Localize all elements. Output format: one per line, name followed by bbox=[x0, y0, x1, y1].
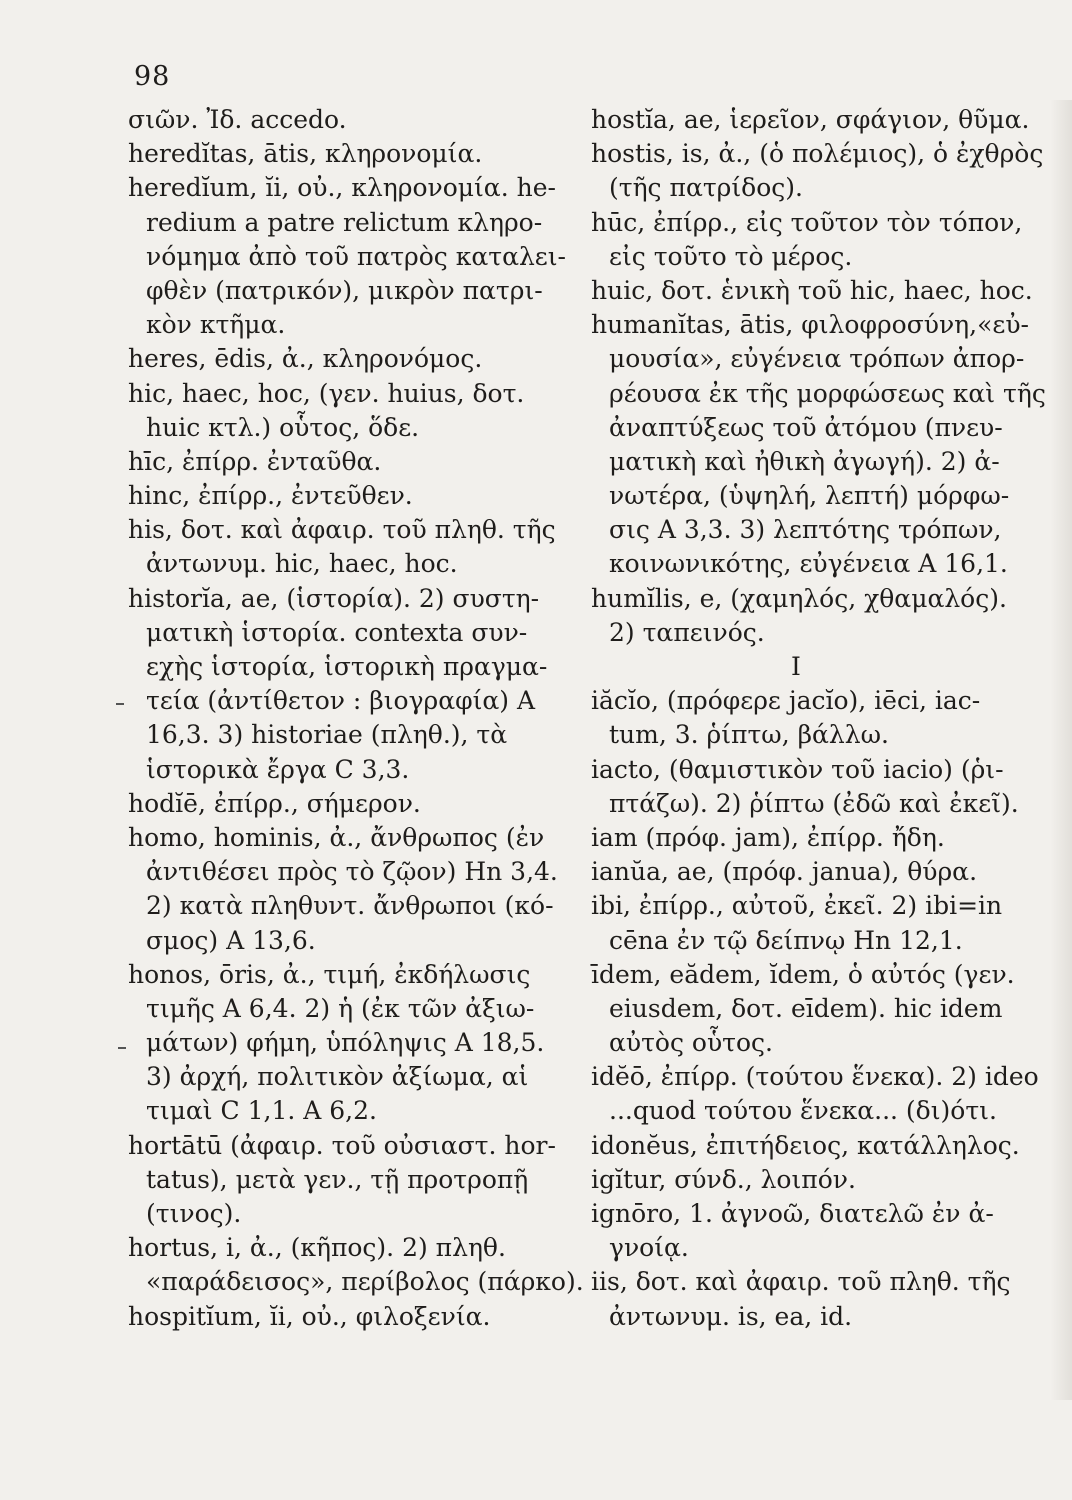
entry-line: μουσία», εὐγένεια τρόπων ἀπορ- bbox=[609, 344, 1025, 374]
entry-line: honos, ōris, ἀ., τιμή, ἐκδήλωσις bbox=[128, 959, 531, 989]
entry-line: ignōro, 1. ἀγνοῶ, διατελῶ ἐν ἀ- bbox=[591, 1199, 994, 1228]
entry-line: huic, δοτ. ἑνικὴ τοῦ hic, haec, hoc. bbox=[591, 275, 1033, 305]
entry-line: (τῆς πατρίδος). bbox=[609, 173, 803, 203]
entry-line: iăcĭo, (πρόφερε jacĭo), iēci, iac- bbox=[591, 686, 981, 716]
entry-line: hortātū (ἀφαιρ. τοῦ οὐσιαστ. hor- bbox=[128, 1130, 556, 1160]
entry-line: his, δοτ. καὶ ἀφαιρ. τοῦ πληθ. τῆς bbox=[128, 515, 556, 545]
entry-line: idĕō, ἐπίρρ. (τούτου ἕνεκα). 2) ideo bbox=[591, 1062, 1039, 1092]
entry-line: ἀναπτύξεως τοῦ ἀτόμου (πνευ- bbox=[609, 412, 1003, 442]
entry-line: ρέουσα ἐκ τῆς μορφώσεως καὶ τῆς bbox=[609, 378, 1046, 408]
entry-line: historĭa, ae, (ἱστορία). 2) συστη- bbox=[128, 583, 540, 613]
entry-line: ματικὴ καὶ ἠθικὴ ἀγωγή). 2) ἀ- bbox=[609, 446, 1000, 476]
entry-line: tum, 3. ῥίπτω, βάλλω. bbox=[609, 720, 889, 750]
entry-line: heres, ēdis, ἀ., κληρονόμος. bbox=[128, 344, 483, 374]
entry-line: idonĕus, ἐπιτήδειος, κατάλληλος. bbox=[591, 1130, 1020, 1160]
entry-line: ἀντωνυμ. is, ea, id. bbox=[609, 1301, 853, 1331]
entry-line: τεία (ἀντίθετον : βιογραφία) A bbox=[146, 686, 536, 716]
entry-line: σιῶν. Ἰδ. accedo. bbox=[128, 105, 347, 134]
entry-line: huic κτλ.) οὗτος, ὅδε. bbox=[146, 412, 420, 442]
entry-line: σμος) A 13,6. bbox=[146, 925, 316, 955]
entry-line: γνοίᾳ. bbox=[609, 1233, 689, 1263]
entry-line: τιμαὶ C 1,1. A 6,2. bbox=[146, 1096, 377, 1126]
entry-line: ibi, ἐπίρρ., αὐτοῦ, ἐκεῖ. 2) ibi=in bbox=[591, 891, 1003, 921]
entry-line: σις A 3,3. 3) λεπτότης τρόπων, bbox=[609, 515, 1002, 545]
entry-line: μάτων) φήμη, ὑπόληψις A 18,5. bbox=[146, 1028, 545, 1058]
margin-mark bbox=[118, 1047, 126, 1049]
entry-line: eiusdem, δοτ. eīdem). hic idem bbox=[609, 993, 1003, 1023]
entry-line: ἱστορικὰ ἔργα C 3,3. bbox=[146, 754, 410, 784]
entry-line: iam (πρόφ. jam), ἐπίρρ. ἤδη. bbox=[591, 822, 945, 852]
entry-line: humĭlis, e, (χαμηλός, χθαμαλός). bbox=[591, 583, 1007, 613]
entry-line: εἰς τοῦτο τὸ μέρος. bbox=[609, 241, 853, 271]
entry-line: «παράδεισος», περίβολος (πάρκο). bbox=[146, 1267, 584, 1297]
entry-line: νόμημα ἀπὸ τοῦ πατρὸς καταλει- bbox=[146, 241, 566, 271]
page-edge-shadow bbox=[1050, 100, 1072, 1400]
entry-line: πτάζω). 2) ῥίπτω (ἐδῶ καὶ ἐκεῖ). bbox=[609, 788, 1019, 818]
entry-line: 16,3. 3) historiae (πληθ.), τὰ bbox=[146, 720, 508, 750]
entry-line: hortus, i, ἀ., (κῆπος). 2) πληθ. bbox=[128, 1233, 506, 1263]
entry-line: hostis, is, ἀ., (ὁ πολέμιος), ὁ ἐχθρὸς bbox=[591, 139, 1044, 169]
entry-line: homo, hominis, ἀ., ἄνθρωπος (ἐν bbox=[128, 822, 545, 852]
section-letter: I bbox=[791, 652, 801, 681]
entry-line: κὸν κτῆμα. bbox=[146, 310, 286, 340]
entry-line: hinc, ἐπίρρ., ἐντεῦθεν. bbox=[128, 481, 413, 511]
entry-line: heredĭtas, ātis, κληρονομία. bbox=[128, 139, 483, 169]
entry-line: igĭtur, σύνδ., λοιπόν. bbox=[591, 1164, 856, 1194]
entry-line: īdem, eădem, ĭdem, ὁ αὐτός (γεν. bbox=[591, 959, 1015, 989]
entry-line: τιμῆς A 6,4. 2) ἡ (ἐκ τῶν ἀξιω- bbox=[146, 993, 535, 1023]
entry-line: hic, haec, hoc, (γεν. huius, δοτ. bbox=[128, 378, 525, 408]
entry-line: ματικὴ ἱστορία. contexta συν- bbox=[146, 617, 528, 647]
entry-line: hodĭē, ἐπίρρ., σήμερον. bbox=[128, 788, 421, 818]
entry-line: ...quod τούτου ἕνεκα... (δι)ότι. bbox=[609, 1096, 997, 1126]
right-column bbox=[591, 103, 1046, 1334]
entry-line: humanĭtas, ātis, φιλοφροσύνη,«εὐ- bbox=[591, 310, 1029, 340]
entry-line: φθὲν (πατρικόν), μικρὸν πατρι- bbox=[146, 275, 543, 305]
entry-line: hostĭa, ae, ἱερεῖον, σφάγιον, θῦμα. bbox=[591, 105, 1030, 134]
entry-line: hūc, ἐπίρρ., εἰς τοῦτον τὸν τόπον, bbox=[591, 207, 1023, 237]
entry-line: redium a patre relictum κληρο- bbox=[146, 207, 543, 237]
entry-line: iacto, (θαμιστικὸν τοῦ iacio) (ῥι- bbox=[591, 754, 1004, 784]
page-number: 98 bbox=[134, 61, 171, 92]
entry-line: iis, δοτ. καὶ ἀφαιρ. τοῦ πληθ. τῆς bbox=[591, 1267, 1011, 1297]
entry-line: heredĭum, ĭi, οὐ., κληρονομία. he- bbox=[128, 173, 556, 203]
entry-line: ἀντωνυμ. hic, haec, hoc. bbox=[146, 549, 458, 579]
left-column bbox=[128, 103, 584, 1334]
entry-line: hospitĭum, ĭi, οὐ., φιλοξενία. bbox=[128, 1301, 491, 1331]
entry-line: αὐτὸς οὗτος. bbox=[609, 1028, 773, 1058]
entry-line: (τινος). bbox=[146, 1199, 242, 1228]
entry-line: ianŭa, ae, (πρόφ. janua), θύρα. bbox=[591, 857, 978, 887]
entry-line: cēna ἐν τῷ δείπνῳ Hn 12,1. bbox=[609, 925, 963, 955]
entry-line: νωτέρα, (ὑψηλή, λεπτή) μόρφω- bbox=[609, 481, 1010, 511]
entry-line: 2) ταπεινός. bbox=[609, 617, 765, 647]
entry-line: εχὴς ἱστορία, ἱστορικὴ πραγμα- bbox=[146, 652, 548, 681]
margin-mark bbox=[116, 703, 124, 705]
entry-line: hīc, ἐπίρρ. ἐνταῦθα. bbox=[128, 446, 382, 476]
entry-line: 3) ἀρχή, πολιτικὸν ἀξίωμα, αἱ bbox=[146, 1062, 529, 1092]
entry-line: ἀντιθέσει πρὸς τὸ ζῷον) Hn 3,4. bbox=[146, 857, 558, 887]
entry-line: tatus), μετὰ γεν., τῇ προτροπῇ bbox=[146, 1164, 529, 1194]
entry-line: κοινωνικότης, εὐγένεια A 16,1. bbox=[609, 549, 1008, 579]
entry-line: 2) κατὰ πληθυντ. ἄνθρωποι (κό- bbox=[146, 891, 554, 921]
